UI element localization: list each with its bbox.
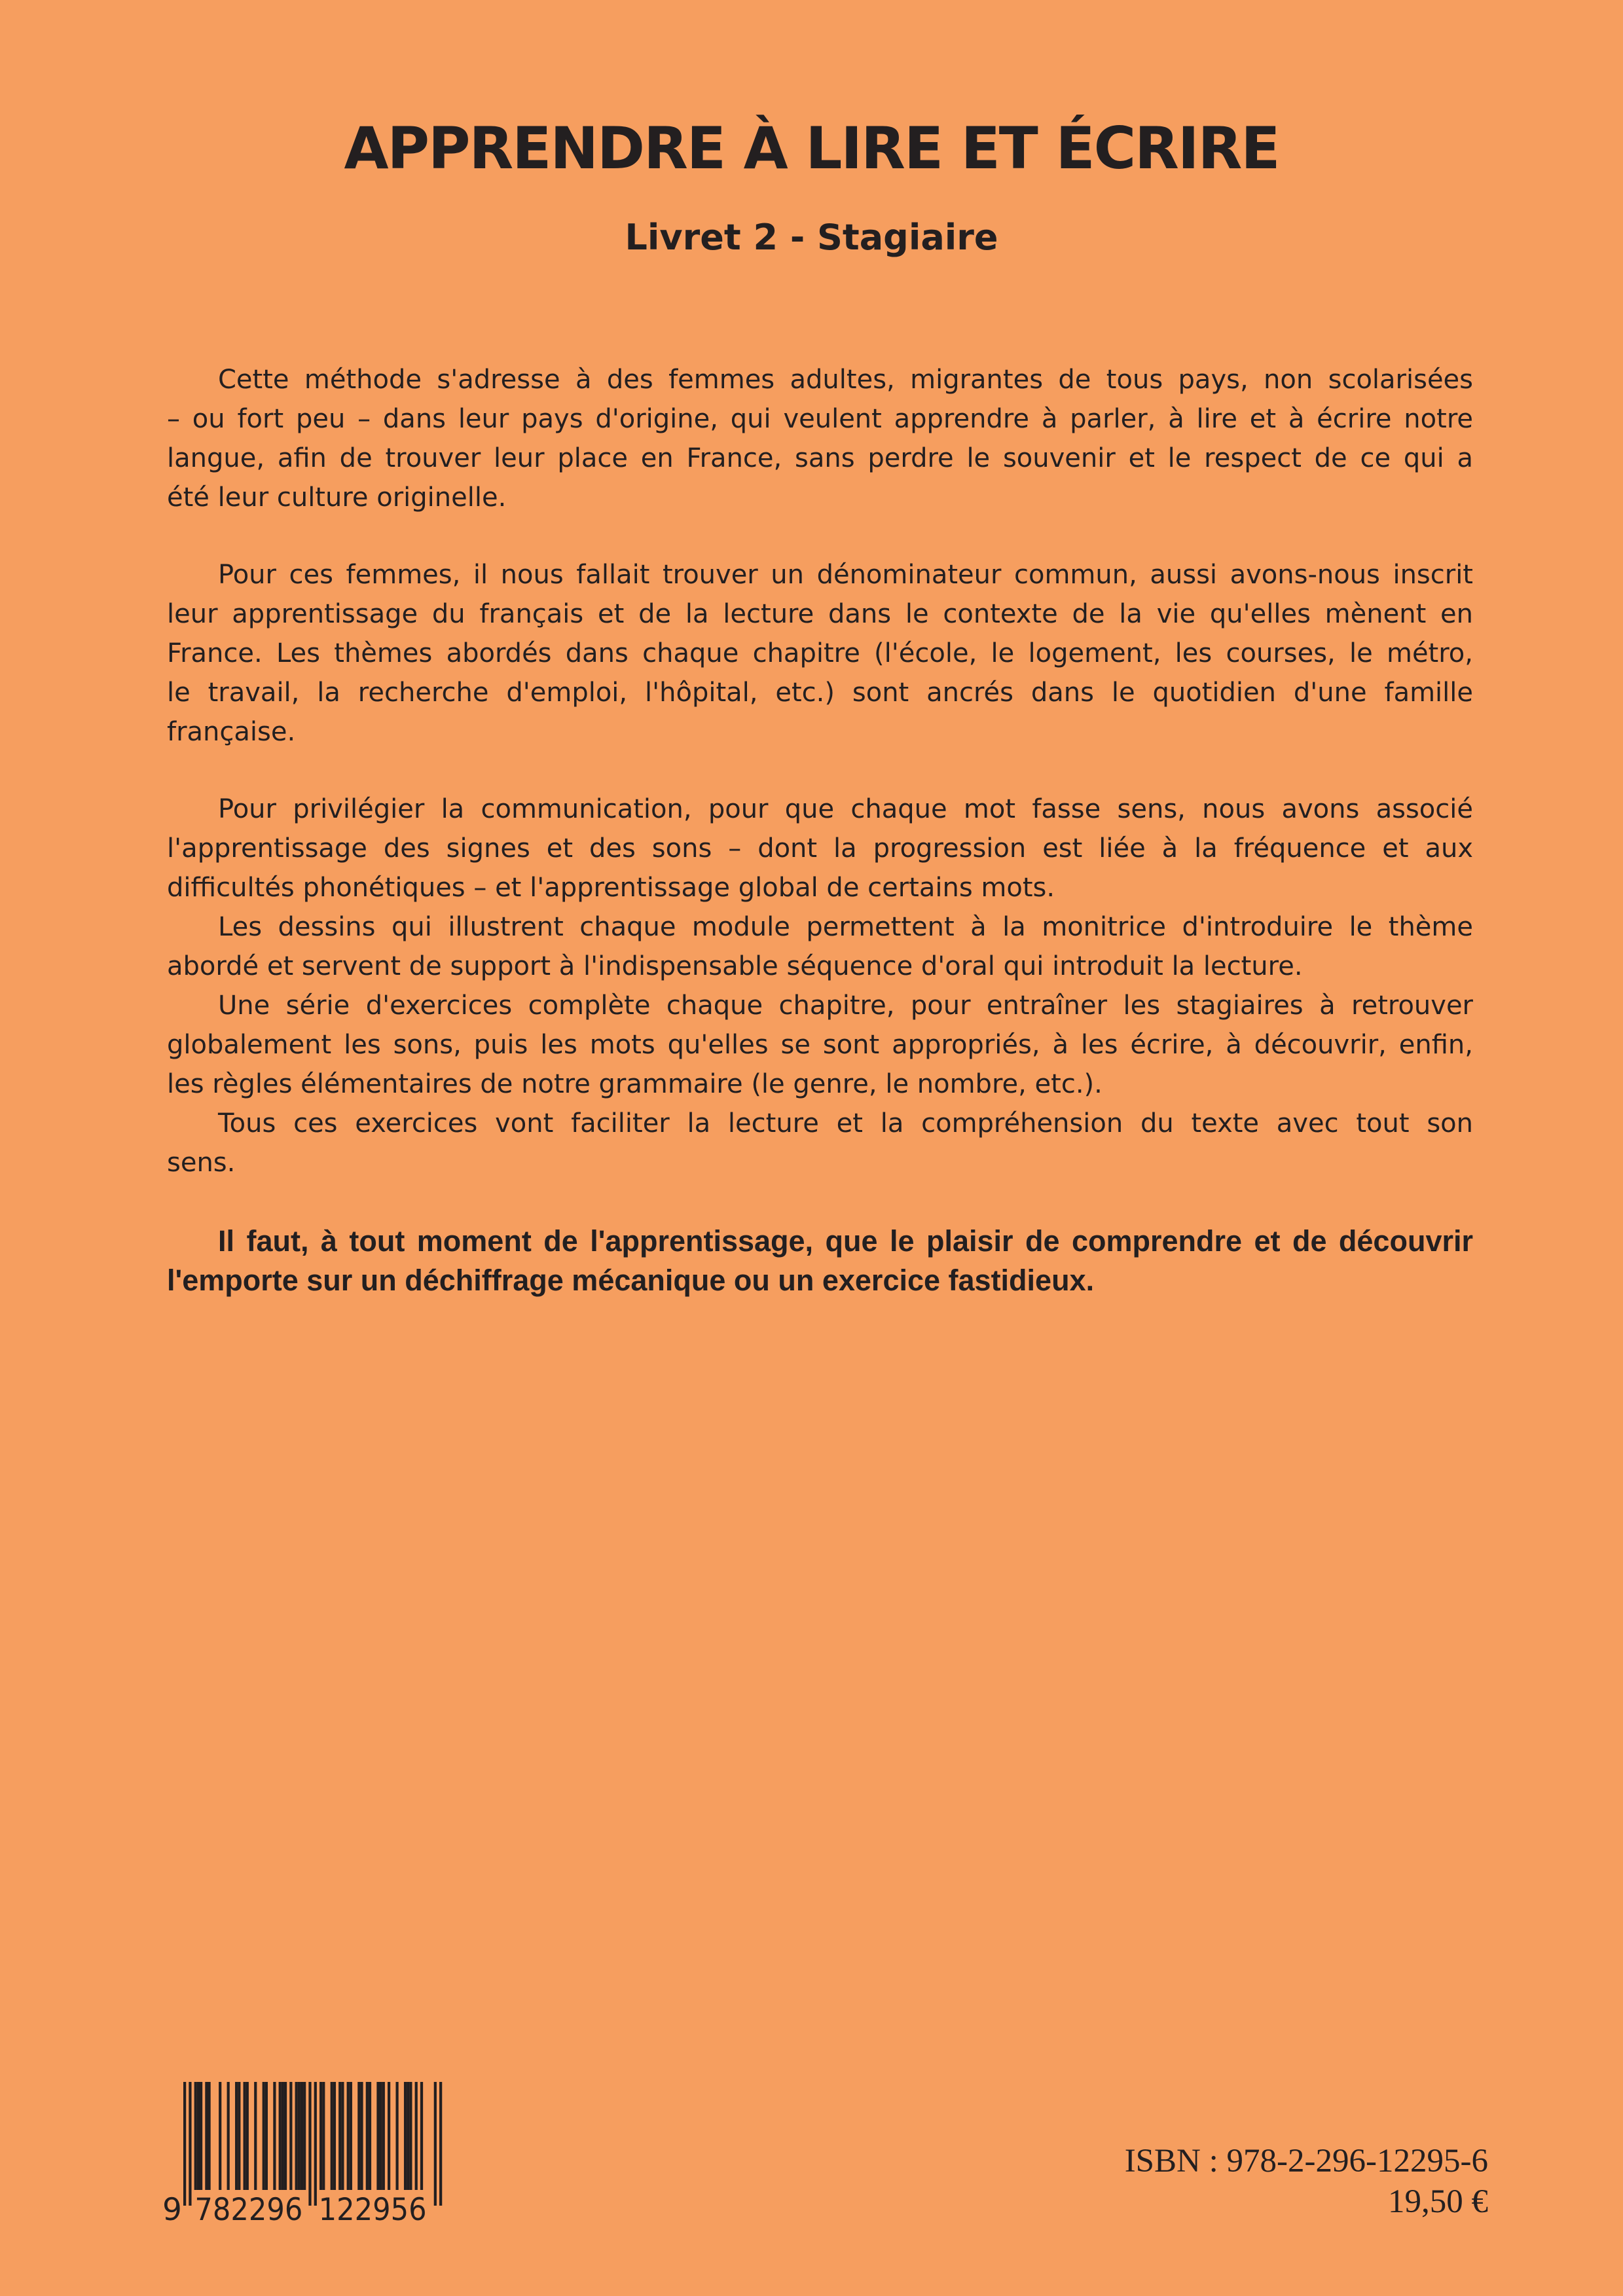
barcode-bar xyxy=(308,2082,311,2206)
barcode-bar xyxy=(254,2082,257,2190)
barcode-bar xyxy=(282,2082,284,2190)
book-subtitle: Livret 2 - Stagiaire xyxy=(625,216,998,258)
text-line: Pour ces femmes, il nous fallait trouver un dénominateur commun, aussi avons-nous inscrit xyxy=(218,560,1473,590)
barcode-bar xyxy=(205,2082,208,2190)
isbn-block xyxy=(1125,2141,1488,2222)
barcode-bar xyxy=(189,2082,191,2206)
barcode-bar xyxy=(263,2082,265,2190)
barcode-bar xyxy=(420,2082,423,2190)
text-line: leur apprentissage du français et de la lecture dans le contexte de la vie qu'elles mènent en xyxy=(167,599,1473,629)
paragraph xyxy=(167,360,1473,517)
text-line: Il faut, à tout moment de l'apprentissage, que le plaisir de comprendre et de découvrir xyxy=(218,1224,1473,1258)
text-line: globalement les sons, puis les mots qu'elles se sont appropriés, à les écrire, à découvrir, enfin, xyxy=(167,1030,1473,1060)
text-line: l'emporte sur un déchiffrage mécanique ou un exercice fastidieux. xyxy=(167,1264,1095,1297)
barcode-bar xyxy=(322,2082,325,2190)
barcode-bar xyxy=(341,2082,344,2190)
barcode-bar xyxy=(347,2082,350,2190)
barcode-bar xyxy=(369,2082,371,2190)
barcode-bar xyxy=(404,2082,407,2190)
text-line: l'apprentissage des signes et des sons – dont la progression est liée à la fréquence et aux xyxy=(167,833,1473,864)
barcode-bar xyxy=(360,2082,363,2190)
price-text: 19,50 € xyxy=(1388,2183,1488,2220)
barcode-bar xyxy=(333,2082,336,2190)
barcode-bar xyxy=(314,2082,317,2206)
text-line: Tous ces exercices vont faciliter la lecture et la compréhension du texte avec tout son xyxy=(218,1108,1473,1139)
barcode-bar xyxy=(246,2082,249,2190)
barcode-digits: 122956 xyxy=(318,2192,427,2223)
barcode-bar xyxy=(434,2082,437,2206)
barcode-bar xyxy=(338,2082,341,2190)
barcode-bar xyxy=(298,2082,301,2190)
barcode-bar xyxy=(219,2082,221,2190)
barcode-bar xyxy=(319,2082,322,2190)
barcode-bar xyxy=(244,2082,246,2190)
paragraph xyxy=(167,555,1473,752)
barcode-bar xyxy=(407,2082,409,2190)
barcode-bar xyxy=(380,2082,382,2190)
barcode-bar xyxy=(303,2082,306,2190)
barcode-bar xyxy=(382,2082,385,2190)
paragraph xyxy=(167,907,1473,986)
barcode-bar xyxy=(331,2082,333,2190)
back-cover-text xyxy=(167,360,1473,1300)
book-title: APPRENDRE À LIRE ET ÉCRIRE xyxy=(344,114,1279,182)
text-line: le travail, la recherche d'emploi, l'hôpital, etc.) sont ancrés dans le quotidien d'une famille xyxy=(167,678,1473,708)
barcode-bar xyxy=(208,2082,210,2190)
barcode-bar xyxy=(284,2082,287,2190)
barcode-bar xyxy=(273,2082,276,2190)
text-line: été leur culture originelle. xyxy=(167,483,507,513)
text-line: les règles élémentaires de notre grammaire (le genre, le nombre, etc.). xyxy=(167,1069,1103,1099)
barcode-bar xyxy=(409,2082,412,2190)
text-line: Une série d'exercices complète chaque chapitre, pour entraîner les stagiaires à retrouver xyxy=(218,991,1473,1021)
text-line: sens. xyxy=(167,1148,236,1178)
barcode-bar xyxy=(183,2082,186,2206)
barcode-bar xyxy=(388,2082,390,2190)
barcode-bar xyxy=(265,2082,268,2190)
barcode-bar xyxy=(415,2082,418,2190)
ean13-barcode xyxy=(162,2081,457,2223)
text-line: – ou fort peu – dans leur pays d'origine, qui veulent apprendre à parler, à lire et à écrire notre xyxy=(167,404,1473,434)
paragraph xyxy=(167,790,1473,907)
barcode-digits: 9 xyxy=(162,2192,182,2223)
barcode-bar xyxy=(366,2082,369,2190)
text-line: française. xyxy=(167,717,296,747)
barcode-bar xyxy=(194,2082,197,2190)
barcode-bar xyxy=(295,2082,298,2190)
barcode-bar xyxy=(200,2082,202,2190)
text-line: Les dessins qui illustrent chaque module permettent à la monitrice d'introduire le thème xyxy=(218,912,1473,942)
paragraph xyxy=(167,1104,1473,1182)
barcode-bar xyxy=(350,2082,352,2190)
barcode-bar xyxy=(376,2082,379,2190)
barcode-bar xyxy=(301,2082,303,2190)
text-line: abordé et servent de support à l'indispensable séquence d'oral qui introduit la lecture. xyxy=(167,951,1303,981)
paragraph xyxy=(167,986,1473,1104)
text-line: Pour privilégier la communication, pour que chaque mot fasse sens, nous avons associé xyxy=(218,794,1473,824)
text-line: Cette méthode s'adresse à des femmes adultes, migrantes de tous pays, non scolarisées xyxy=(218,365,1473,395)
text-line: France. Les thèmes abordés dans chaque chapitre (l'école, le logement, les courses, le métro, xyxy=(167,638,1473,668)
barcode-bar xyxy=(289,2082,292,2190)
barcode-bar xyxy=(439,2082,442,2206)
text-line: difficultés phonétiques – et l'apprentissage global de certains mots. xyxy=(167,873,1055,903)
barcode-bar xyxy=(235,2082,238,2190)
isbn-text: ISBN : 978-2-296-12295-6 xyxy=(1124,2143,1488,2179)
bold-paragraph xyxy=(167,1222,1473,1300)
barcode-bar xyxy=(279,2082,282,2190)
barcode-bar xyxy=(227,2082,230,2190)
barcode-bar xyxy=(357,2082,360,2190)
barcode-bar xyxy=(395,2082,398,2190)
barcode-digits: 782296 xyxy=(194,2192,303,2223)
barcode-bar xyxy=(238,2082,240,2190)
text-line: langue, afin de trouver leur place en France, sans perdre le souvenir et le respect de ce qui a xyxy=(167,443,1473,473)
barcode-bar xyxy=(197,2082,200,2190)
